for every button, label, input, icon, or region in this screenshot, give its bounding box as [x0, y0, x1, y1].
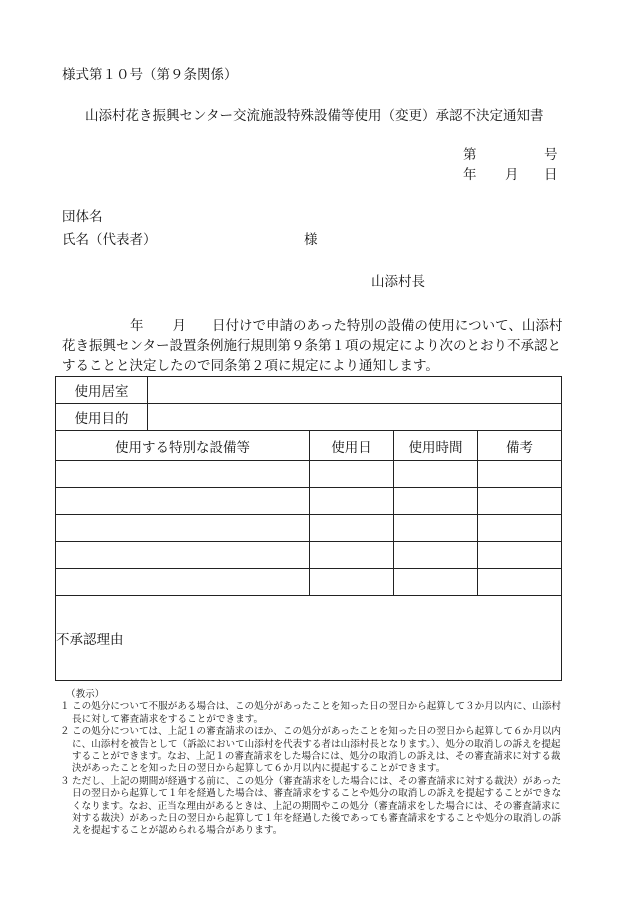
- time-cell[interactable]: [394, 461, 478, 488]
- time-cell[interactable]: [394, 569, 478, 596]
- equipment-header-row: [56, 431, 562, 461]
- instruction-item: [62, 726, 562, 776]
- date-cell[interactable]: [310, 515, 394, 542]
- instruction-text: この処分について不服がある場合は、この処分があったことを知った日の翌日から起算して３か月以内に、山添村長に対して審査請求をすることができます。: [72, 701, 561, 725]
- equipment-cell[interactable]: [56, 461, 310, 488]
- equipment-cell[interactable]: [56, 569, 310, 596]
- time-cell[interactable]: [394, 488, 478, 515]
- instruction-number: ３: [60, 775, 70, 787]
- instruction-item: [62, 776, 562, 838]
- table-row: [56, 488, 562, 515]
- body-line-3: することと決定したので同条第２項に規定により通知します。: [62, 358, 439, 374]
- doc-number-suffix: 号: [544, 147, 558, 163]
- remarks-cell[interactable]: [478, 542, 562, 569]
- table-row: [56, 461, 562, 488]
- document-title: 山添村花き振興センター交流施設特殊設備等使用（変更）承認不決定通知書: [85, 108, 544, 124]
- reason-cell[interactable]: [56, 596, 562, 681]
- purpose-row: [56, 404, 562, 431]
- remarks-cell[interactable]: [478, 569, 562, 596]
- purpose-value[interactable]: [148, 404, 562, 431]
- usage-table: [55, 376, 562, 681]
- instruction-text: この処分については、上記１の審査請求のほか、この処分があったことを知った日の翌日から起算して６か月以内に、山添村を被告として（訴訟において山添村を代表する者は山添村長となります。）、処分の取消しの訴えを提起することができます。なお、上記１の審査請求をした場合には、処分の取消しの訴えは、その審査請求に対する裁決があったことを知った日の翌日から起算して６か月以内に提起することができます。: [72, 726, 561, 775]
- room-row: [56, 377, 562, 404]
- instruction-number: ２: [60, 726, 70, 738]
- instruction-text: ただし、上記の期間が経過する前に、この処分（審査請求をした場合には、その審査請求に対する裁決）があった日の翌日から起算して１年を経過した場合は、審査請求をすることや処分の取消しの訴えを提起することができなくなります。なお、正当な理由があるときは、上記の期間やこの処分（審査請求をした場合には、その審査請求に対する裁決）があった日の翌日から起算して１年を経過した後であっても審査請求をすることや処分の取消しの訴えを提起することが認められる場合があります。: [72, 775, 562, 837]
- honorific: 様: [304, 232, 318, 248]
- date-header: 使用日: [310, 431, 394, 461]
- table-row: [56, 569, 562, 596]
- date-cell[interactable]: [310, 461, 394, 488]
- table-row: [56, 542, 562, 569]
- time-cell[interactable]: [394, 515, 478, 542]
- equipment-cell[interactable]: [56, 542, 310, 569]
- representative-name-label: 氏名（代表者）: [62, 232, 157, 248]
- equipment-cell[interactable]: [56, 488, 310, 515]
- form-number: 様式第１０号（第９条関係）: [62, 67, 238, 83]
- date-month: 月: [505, 167, 519, 183]
- group-name-label: 団体名: [62, 209, 103, 225]
- reason-label: 不承認理由: [56, 632, 124, 648]
- doc-number-prefix: 第: [463, 147, 477, 163]
- remarks-cell[interactable]: [478, 488, 562, 515]
- instruction-item: [62, 701, 562, 726]
- equipment-cell[interactable]: [56, 515, 310, 542]
- body-line-1-text: 日付けで申請のあった特別の設備の使用について、山添村: [212, 318, 563, 334]
- date-cell[interactable]: [310, 542, 394, 569]
- room-value[interactable]: [148, 377, 562, 404]
- remarks-header: 備考: [478, 431, 562, 461]
- room-label: 使用居室: [56, 377, 148, 404]
- date-cell[interactable]: [310, 569, 394, 596]
- time-header: 使用時間: [394, 431, 478, 461]
- table-row: [56, 515, 562, 542]
- body-line-2: 花き振興センター設置条例施行規則第９条第１項の規定により次のとおり不承認と: [62, 338, 561, 354]
- remarks-cell[interactable]: [478, 461, 562, 488]
- sender-name: 山添村長: [371, 274, 425, 290]
- body-year: 年: [130, 318, 144, 334]
- purpose-label: 使用目的: [56, 404, 148, 431]
- instructions-section: [62, 689, 562, 838]
- date-year: 年: [463, 167, 477, 183]
- body-line-1: [62, 317, 562, 335]
- reason-row: [56, 596, 562, 681]
- date-cell[interactable]: [310, 488, 394, 515]
- equipment-header: 使用する特別な設備等: [56, 431, 310, 461]
- time-cell[interactable]: [394, 542, 478, 569]
- instructions-heading: （教示）: [66, 689, 105, 700]
- body-month: 月: [172, 318, 186, 334]
- date-day: 日: [544, 167, 558, 183]
- instruction-number: １: [60, 701, 70, 713]
- remarks-cell[interactable]: [478, 515, 562, 542]
